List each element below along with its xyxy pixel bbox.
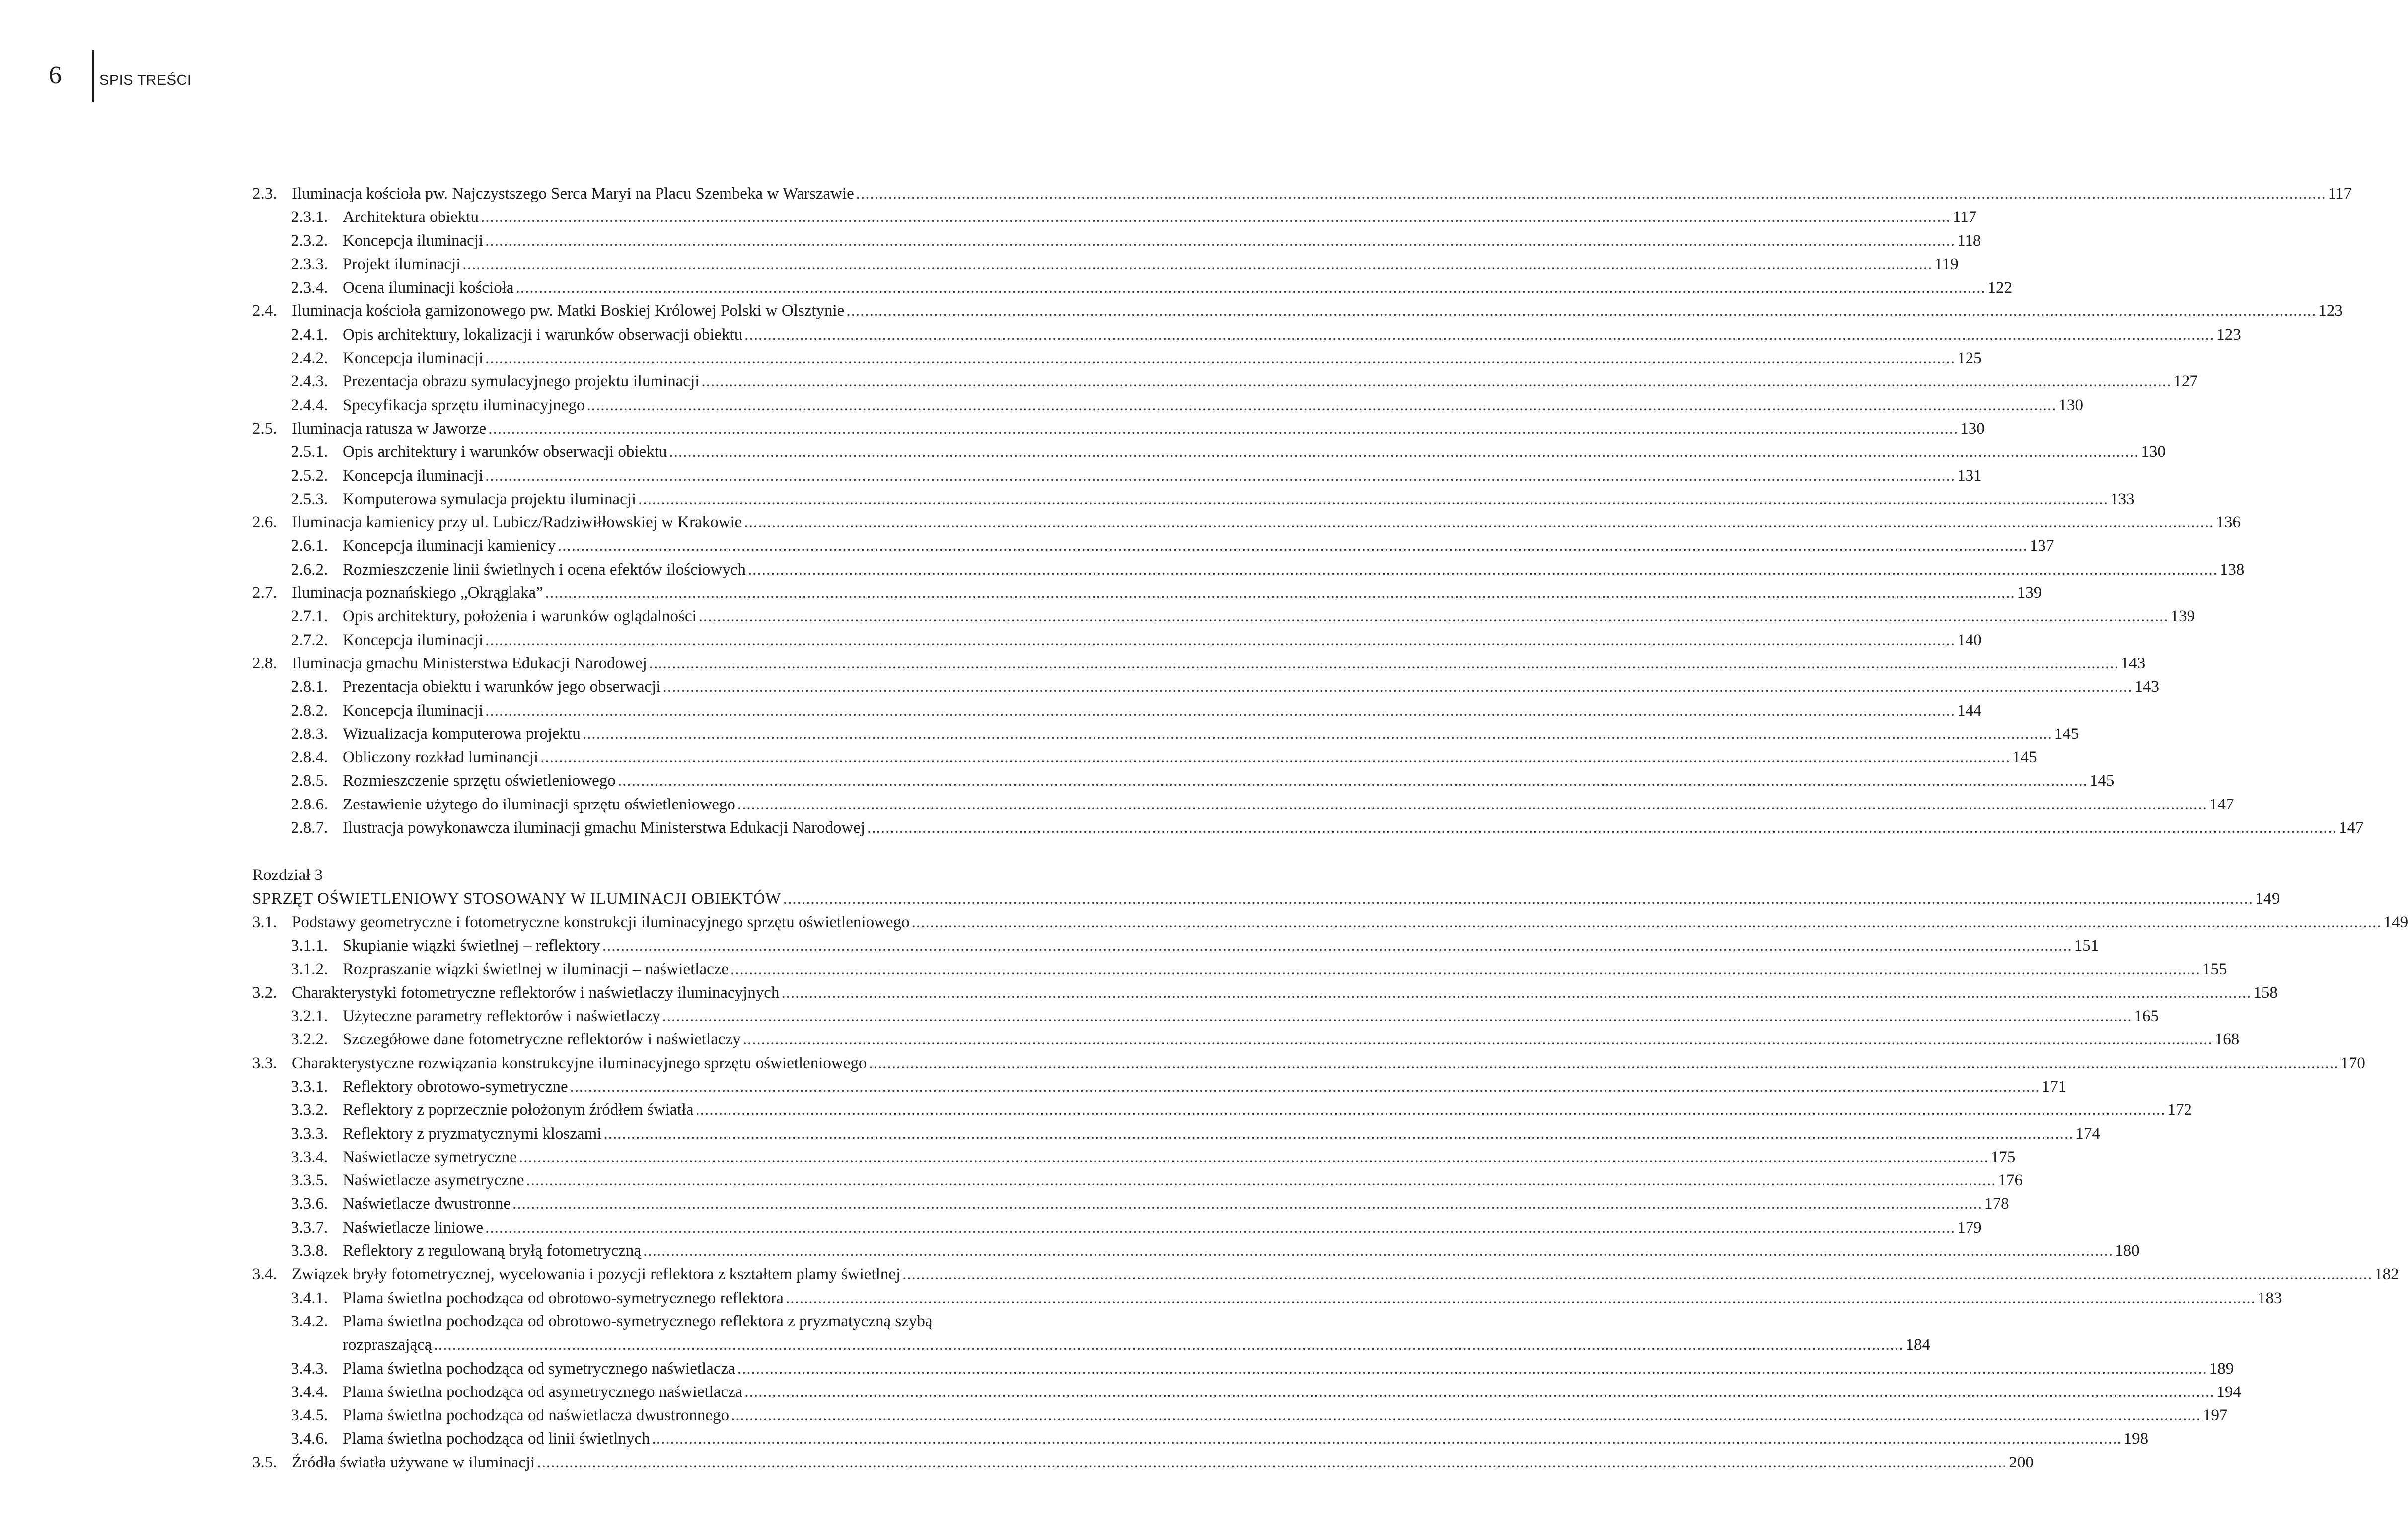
toc-entry-continuation[interactable] bbox=[0, 1334, 1931, 1357]
dot-leader bbox=[730, 958, 2200, 980]
toc-entry-number: 2.3.3. bbox=[291, 255, 328, 273]
toc-entry-title: Opis architektury i warunków obserwacji obiektu bbox=[343, 443, 667, 461]
toc-entry[interactable] bbox=[0, 394, 2083, 418]
toc-entry-title: Opis architektury, położenia i warunków oglądalności bbox=[343, 607, 697, 626]
toc-page-number: 145 bbox=[2054, 725, 2079, 743]
toc-entry-number: 3.4.4. bbox=[291, 1383, 328, 1401]
toc-page-number: 149 bbox=[2255, 889, 2281, 908]
dot-leader bbox=[481, 206, 1951, 228]
toc-entry-title: Prezentacja obrazu symulacyjnego projektu iluminacji bbox=[343, 372, 700, 391]
toc-page-number: 117 bbox=[2328, 185, 2352, 203]
toc-entry-number: 2.6.2. bbox=[291, 560, 328, 579]
toc-entry-title: Użyteczne parametry reflektorów i naświetlaczy bbox=[343, 1007, 660, 1025]
toc-entry[interactable] bbox=[0, 958, 2227, 982]
toc-entry[interactable] bbox=[0, 1170, 2023, 1193]
toc-page-number: 178 bbox=[1984, 1195, 2009, 1213]
toc-entry[interactable] bbox=[0, 1099, 2192, 1122]
dot-leader bbox=[558, 535, 2028, 557]
toc-entry[interactable] bbox=[0, 935, 2099, 958]
toc-entry[interactable] bbox=[0, 746, 2037, 770]
toc-page-number: 149 bbox=[2383, 913, 2408, 931]
toc-entry-number: 3.3. bbox=[252, 1054, 277, 1072]
toc-page-number: 138 bbox=[2219, 560, 2245, 579]
dot-leader bbox=[731, 1404, 2201, 1426]
dot-leader bbox=[912, 911, 2382, 933]
dot-leader bbox=[485, 629, 1955, 651]
toc-entry[interactable] bbox=[0, 1005, 2159, 1028]
toc-page-number: 171 bbox=[2042, 1077, 2067, 1096]
toc-page-number: 155 bbox=[2202, 960, 2227, 978]
header-divider bbox=[92, 50, 94, 102]
dot-leader bbox=[545, 582, 2015, 604]
toc-entry-number: 2.8.6. bbox=[291, 795, 328, 813]
toc-entry-title: Źródła światła używane w iluminacji bbox=[292, 1453, 535, 1471]
toc-entry-title: Plama świetlna pochodząca od naświetlacza dwustronnego bbox=[343, 1406, 729, 1425]
toc-entry-title: Iluminacja kamienicy przy ul. Lubicz/Radziwiłłowskiej w Krakowie bbox=[292, 513, 742, 532]
toc-page-number: 119 bbox=[1934, 255, 1959, 273]
toc-entry[interactable] bbox=[0, 723, 2079, 746]
toc-page-number: 123 bbox=[2216, 325, 2241, 344]
dot-leader bbox=[512, 1193, 1982, 1215]
toc-entry-number: 2.5. bbox=[252, 419, 277, 438]
chapter-gap bbox=[0, 840, 1101, 864]
toc-entry-number: 3.3.8. bbox=[291, 1242, 328, 1260]
toc-entry[interactable] bbox=[0, 465, 1982, 488]
toc-entry-title: Ilustracja powykonawcza iluminacji gmachu Ministerstwa Edukacji Narodowej bbox=[343, 819, 866, 837]
toc-entry-number: 2.4.4. bbox=[291, 396, 328, 414]
toc-entry[interactable] bbox=[0, 1028, 2240, 1052]
toc-entry[interactable] bbox=[0, 653, 2146, 676]
toc-entry[interactable] bbox=[0, 277, 2013, 300]
toc-entry-number: 2.8.2. bbox=[291, 701, 328, 720]
toc-entry[interactable] bbox=[0, 1452, 2034, 1475]
chapter-label: Rozdział 3 bbox=[252, 866, 323, 884]
toc-entry-title: Skupianie wiązki świetlnej – reflektory bbox=[343, 937, 600, 955]
toc-entry-title: Projekt iluminacji bbox=[343, 255, 461, 273]
toc-page-number: 198 bbox=[2123, 1430, 2149, 1448]
toc-page-number: 130 bbox=[1960, 419, 1985, 438]
toc-entry[interactable] bbox=[0, 817, 2364, 840]
toc-entry-number: 3.3.1. bbox=[291, 1077, 328, 1096]
toc-page-number: 165 bbox=[2134, 1007, 2159, 1025]
toc-entry-number: 3.5. bbox=[252, 1453, 277, 1471]
page-number: 6 bbox=[49, 61, 62, 89]
toc-entry-title: Zestawienie użytego do iluminacji sprzętu oświetleniowego bbox=[343, 795, 735, 813]
toc-entry-number: 3.1.2. bbox=[291, 960, 328, 978]
toc-entry[interactable] bbox=[0, 1146, 2016, 1170]
toc-page-number: 172 bbox=[2167, 1101, 2192, 1119]
dot-leader bbox=[583, 723, 2052, 745]
toc-entry[interactable] bbox=[0, 1404, 2228, 1428]
toc-entry-number: 2.8.5. bbox=[291, 772, 328, 790]
toc-entry-number: 2.3.4. bbox=[291, 279, 328, 297]
toc-page-number: 143 bbox=[2134, 678, 2160, 696]
toc-entry[interactable] bbox=[0, 1076, 2067, 1099]
toc-page-number: 136 bbox=[2216, 513, 2241, 532]
toc-page-number: 130 bbox=[2058, 396, 2083, 414]
dot-leader bbox=[696, 1099, 2166, 1121]
toc-entry[interactable] bbox=[0, 982, 2278, 1005]
dot-leader bbox=[488, 418, 1958, 439]
dot-leader bbox=[737, 1358, 2207, 1380]
toc-entry-title: Rozmieszczenie linii świetlnych i ocena efektów ilościowych bbox=[343, 560, 746, 579]
dot-leader bbox=[485, 347, 1955, 369]
toc-group-chapter-3a bbox=[0, 911, 2408, 1311]
toc-page-number: 197 bbox=[2202, 1406, 2228, 1425]
toc-entry-title: Plama świetlna pochodząca od obrotowo-symetrycznego reflektora z pryzmatyczną szybą bbox=[343, 1312, 933, 1330]
dot-leader bbox=[781, 982, 2251, 1004]
toc-entry[interactable] bbox=[0, 206, 1977, 229]
toc-page-number: 168 bbox=[2214, 1030, 2240, 1049]
dot-leader bbox=[434, 1334, 1904, 1356]
toc-entry[interactable] bbox=[0, 183, 2352, 206]
toc-entry-title: Reflektory z pryzmatycznymi kloszami bbox=[343, 1124, 602, 1143]
dot-leader bbox=[846, 300, 2316, 322]
toc-entry-number: 3.2. bbox=[252, 983, 277, 1002]
toc-page-number: 200 bbox=[2009, 1453, 2034, 1471]
toc-entry-title: Komputerowa symulacja projektu iluminacji bbox=[343, 490, 637, 508]
toc-page-number: 139 bbox=[2017, 584, 2042, 602]
toc-entry[interactable] bbox=[0, 1287, 2282, 1311]
toc-entry[interactable] bbox=[0, 1381, 2241, 1404]
toc-entry[interactable] bbox=[0, 324, 2241, 347]
toc-entry-title: Plama świetlna pochodząca od symetrycznego naświetlacza bbox=[343, 1359, 735, 1378]
toc-entry-title: Koncepcja iluminacji bbox=[343, 349, 484, 367]
toc-entry[interactable] bbox=[0, 230, 1981, 253]
toc-entry-title: Reflektory z regulowaną bryłą fotometryczną bbox=[343, 1242, 642, 1260]
toc-entry[interactable] bbox=[0, 629, 1982, 653]
toc-entry-number: 3.3.2. bbox=[291, 1101, 328, 1119]
toc-entry-title: Koncepcja iluminacji bbox=[343, 231, 484, 250]
dot-leader bbox=[856, 183, 2326, 205]
toc-entry-number: 3.1. bbox=[252, 913, 277, 931]
dot-leader bbox=[462, 253, 1932, 275]
toc-entry-title: Rozpraszanie wiązki świetlnej w iluminacji – naświetlacze bbox=[343, 960, 729, 978]
toc-entry-number: 3.3.4. bbox=[291, 1148, 328, 1166]
toc-entry[interactable] bbox=[0, 1217, 1982, 1240]
toc-entry[interactable] bbox=[0, 1311, 1101, 1334]
chapter-label-row bbox=[0, 864, 1101, 887]
dot-leader bbox=[570, 1076, 2040, 1097]
toc-page-number: 145 bbox=[2089, 772, 2115, 790]
dot-leader bbox=[603, 1123, 2073, 1145]
toc-page-number: 130 bbox=[2141, 443, 2166, 461]
toc-entry-title: Plama świetlna pochodząca od linii świetlnych bbox=[343, 1430, 650, 1448]
toc-entry-title: Charakterystyczne rozwiązania konstrukcyjne iluminacyjnego sprzętu oświetleniowego bbox=[292, 1054, 867, 1072]
toc-entry-number: 2.4.1. bbox=[291, 325, 328, 344]
toc-entry-title: Plama świetlna pochodząca od asymetrycznego naświetlacza bbox=[343, 1383, 743, 1401]
toc-entry[interactable] bbox=[0, 1358, 2234, 1381]
toc-entry-title: Podstawy geometryczne i fotometryczne konstrukcji iluminacyjnego sprzętu oświetleniowego bbox=[292, 913, 910, 931]
toc-page-number: 127 bbox=[2173, 372, 2198, 391]
toc-entry[interactable] bbox=[0, 605, 2195, 629]
toc-page-number: 174 bbox=[2075, 1124, 2100, 1143]
toc-entry-number: 3.2.1. bbox=[291, 1007, 328, 1025]
dot-leader bbox=[485, 1217, 1955, 1239]
toc-page-number: 117 bbox=[1953, 208, 1977, 226]
toc-entry-title: Iluminacja poznańskiego „Okrąglaka” bbox=[292, 584, 543, 602]
dot-leader bbox=[540, 746, 2010, 768]
dot-leader bbox=[743, 1028, 2213, 1050]
toc-entry[interactable] bbox=[0, 300, 2343, 323]
toc-page-number: 144 bbox=[1957, 701, 1982, 720]
toc-entry[interactable] bbox=[0, 559, 2245, 582]
dot-leader bbox=[602, 935, 2072, 956]
dot-leader bbox=[737, 794, 2207, 815]
toc-entry-title: Iluminacja kościoła garnizonowego pw. Matki Boskiej Królowej Polski w Olsztynie bbox=[292, 302, 845, 320]
toc-entry-number: 2.5.1. bbox=[291, 443, 328, 461]
toc-page-number: 183 bbox=[2257, 1289, 2282, 1307]
toc-entry-title: Szczegółowe dane fotometryczne reflektorów i naświetlaczy bbox=[343, 1030, 741, 1049]
dot-leader bbox=[516, 277, 1986, 298]
toc-entry[interactable] bbox=[0, 582, 2042, 605]
toc-entry-title: Wizualizacja komputerowa projektu bbox=[343, 725, 581, 743]
dot-leader bbox=[783, 888, 2253, 910]
toc-entry-number: 2.7.1. bbox=[291, 607, 328, 626]
toc-entry[interactable] bbox=[0, 700, 1982, 723]
toc-entry-title: Opis architektury, lokalizacji i warunków obserwacji obiektu bbox=[343, 325, 743, 344]
toc-page-number: 176 bbox=[1998, 1171, 2023, 1190]
toc-entry[interactable] bbox=[0, 911, 2408, 935]
toc-entry[interactable] bbox=[0, 1240, 2140, 1263]
toc-entry-number: 2.4.3. bbox=[291, 372, 328, 391]
toc-page-number: 123 bbox=[2318, 302, 2343, 320]
toc-entry[interactable] bbox=[0, 770, 2115, 793]
dot-leader bbox=[649, 653, 2119, 674]
toc-entry[interactable] bbox=[0, 794, 2234, 817]
toc-entry-title: Architektura obiektu bbox=[343, 208, 479, 226]
dot-leader bbox=[485, 700, 1955, 722]
toc-entry-number: 2.8.7. bbox=[291, 819, 328, 837]
toc-entry[interactable] bbox=[0, 1052, 2365, 1076]
toc-entry-title: Reflektory z poprzecznie położonym źródłem światła bbox=[343, 1101, 694, 1119]
toc-entry-number: 3.4.3. bbox=[291, 1359, 328, 1378]
toc-page-number: 125 bbox=[1957, 349, 1982, 367]
toc-entry-title: Koncepcja iluminacji bbox=[343, 631, 484, 649]
toc-entry[interactable] bbox=[0, 441, 2166, 464]
dot-leader bbox=[485, 230, 1955, 252]
toc-entry-title-continued: rozpraszającą bbox=[343, 1336, 432, 1354]
toc-entry-title: Prezentacja obiektu i warunków jego obserwacji bbox=[343, 678, 661, 696]
toc-entry-number: 2.3. bbox=[252, 185, 277, 203]
dot-leader bbox=[662, 1005, 2132, 1027]
toc-entry[interactable] bbox=[0, 1193, 2009, 1216]
toc-entry[interactable] bbox=[0, 1123, 2100, 1146]
toc-page-number: 118 bbox=[1957, 231, 1981, 250]
toc-entry-number: 3.3.7. bbox=[291, 1218, 328, 1237]
toc-entry-number: 2.5.3. bbox=[291, 490, 328, 508]
toc-entry-title: Rozmieszczenie sprzętu oświetleniowego bbox=[343, 772, 616, 790]
toc-entry-number: 2.6.1. bbox=[291, 537, 328, 555]
toc-entry-title: Naświetlacze liniowe bbox=[343, 1218, 484, 1237]
toc-entry-number: 2.5.2. bbox=[291, 466, 328, 485]
toc-entry-number: 2.8.4. bbox=[291, 748, 328, 767]
toc-page-number: 147 bbox=[2339, 819, 2364, 837]
toc-entry-number: 3.4.6. bbox=[291, 1430, 328, 1448]
toc-entry-title: Naświetlacze dwustronne bbox=[343, 1195, 511, 1213]
toc-entry-number: 2.6. bbox=[252, 513, 277, 532]
toc-page-number: 137 bbox=[2029, 537, 2054, 555]
toc-entry[interactable] bbox=[0, 370, 2198, 394]
dot-leader bbox=[652, 1428, 2122, 1450]
toc-page-number: 145 bbox=[2012, 748, 2037, 767]
toc-entry-number: 3.4.1. bbox=[291, 1289, 328, 1307]
toc-entry[interactable] bbox=[0, 418, 1985, 441]
toc-entry-title: Koncepcja iluminacji kamienicy bbox=[343, 537, 556, 555]
toc-entry-number: 2.8. bbox=[252, 654, 277, 672]
toc-entry-title: Koncepcja iluminacji bbox=[343, 701, 484, 720]
dot-leader bbox=[663, 676, 2133, 698]
toc-entry-title: Charakterystyki fotometryczne reflektorów i naświetlaczy iluminacyjnych bbox=[292, 983, 780, 1002]
toc-page-number: 182 bbox=[2374, 1265, 2399, 1284]
toc-entry[interactable] bbox=[0, 488, 2135, 512]
toc-page-number: 158 bbox=[2253, 983, 2278, 1002]
toc-entry[interactable] bbox=[0, 512, 2241, 535]
toc-entry-number: 3.4.5. bbox=[291, 1406, 328, 1425]
toc-entry-number: 2.3.2. bbox=[291, 231, 328, 250]
chapter-title: SPRZĘT OŚWIETLENIOWY STOSOWANY W ILUMINACJI OBIEKTÓW bbox=[252, 889, 781, 908]
toc-page-number: 131 bbox=[1957, 466, 1982, 485]
dot-leader bbox=[744, 324, 2214, 346]
toc-entry[interactable] bbox=[0, 888, 2281, 911]
toc-page-number: 122 bbox=[1987, 279, 2013, 297]
dot-leader bbox=[744, 1381, 2214, 1403]
dot-leader bbox=[748, 559, 2218, 581]
toc-entry-number: 3.1.1. bbox=[291, 937, 328, 955]
toc-page-number: 133 bbox=[2110, 490, 2135, 508]
dot-leader bbox=[519, 1146, 1989, 1168]
dot-leader bbox=[786, 1287, 2256, 1309]
toc-entry[interactable] bbox=[0, 347, 1982, 370]
toc-page-number: 147 bbox=[2209, 795, 2234, 813]
toc-entry-number: 2.8.1. bbox=[291, 678, 328, 696]
toc-entry-title: Obliczony rozkład luminancji bbox=[343, 748, 539, 767]
toc-entry-number: 2.7. bbox=[252, 584, 277, 602]
toc-entry[interactable] bbox=[0, 676, 2160, 699]
toc-entry-number: 2.4.2. bbox=[291, 349, 328, 367]
toc-page-number: 180 bbox=[2115, 1242, 2140, 1260]
toc-entry-number: 2.4. bbox=[252, 302, 277, 320]
toc-entry-number: 3.3.6. bbox=[291, 1195, 328, 1213]
toc-entry[interactable] bbox=[0, 1428, 2149, 1451]
toc-entry-title: Reflektory obrotowo-symetryczne bbox=[343, 1077, 568, 1096]
dot-leader bbox=[701, 370, 2171, 392]
toc-entry-title: Koncepcja iluminacji bbox=[343, 466, 484, 485]
toc-entry-title: Iluminacja gmachu Ministerstwa Edukacji Narodowej bbox=[292, 654, 647, 672]
toc-entry-title: Iluminacja kościoła pw. Najczystszego Serca Maryi na Placu Szembeka w Warszawie bbox=[292, 185, 854, 203]
table-of-contents bbox=[0, 183, 2408, 1475]
toc-entry-title: Plama świetlna pochodząca od obrotowo-symetrycznego reflektora bbox=[343, 1289, 784, 1307]
dot-leader bbox=[669, 441, 2139, 463]
toc-group-chapter-3b bbox=[0, 1358, 2241, 1475]
toc-entry-title: Związek bryły fotometrycznej, wycelowania i pozycji reflektora z kształtem plamy świetlnej bbox=[292, 1265, 901, 1284]
dot-leader bbox=[643, 1240, 2113, 1262]
dot-leader bbox=[485, 465, 1955, 487]
dot-leader bbox=[526, 1170, 1996, 1191]
dot-leader bbox=[744, 512, 2214, 533]
toc-page-number: 143 bbox=[2120, 654, 2146, 672]
toc-entry-title: Naświetlacze symetryczne bbox=[343, 1148, 517, 1166]
dot-leader bbox=[537, 1452, 2007, 1473]
toc-entry-number: 3.4. bbox=[252, 1265, 277, 1284]
toc-entry-number: 3.4.2. bbox=[291, 1312, 328, 1330]
dot-leader bbox=[869, 1052, 2338, 1074]
dot-leader bbox=[699, 605, 2169, 627]
toc-entry-title: Ocena iluminacji kościoła bbox=[343, 279, 514, 297]
page-header bbox=[0, 0, 1101, 129]
toc-page-number: 140 bbox=[1957, 631, 1982, 649]
dot-leader bbox=[638, 488, 2108, 510]
toc-page-number: 175 bbox=[1990, 1148, 2016, 1166]
toc-entry-title: Specyfikacja sprzętu iluminacyjnego bbox=[343, 396, 585, 414]
toc-entry-number: 3.2.2. bbox=[291, 1030, 328, 1049]
toc-page-number: 189 bbox=[2209, 1359, 2234, 1378]
dot-leader bbox=[902, 1263, 2372, 1285]
section-title: SPIS TREŚCI bbox=[99, 73, 192, 88]
toc-entry-number: 2.7.2. bbox=[291, 631, 328, 649]
toc-entry-number: 2.8.3. bbox=[291, 725, 328, 743]
toc-entry-number: 3.3.3. bbox=[291, 1124, 328, 1143]
toc-page-number: 194 bbox=[2216, 1383, 2241, 1401]
toc-page-number: 184 bbox=[1905, 1336, 1931, 1354]
toc-page-number: 151 bbox=[2074, 937, 2099, 955]
dot-leader bbox=[618, 770, 2088, 792]
toc-group-chapter-2 bbox=[0, 183, 2364, 840]
toc-entry-title: Iluminacja ratusza w Jaworze bbox=[292, 419, 487, 438]
toc-entry[interactable] bbox=[0, 535, 2054, 558]
toc-entry[interactable] bbox=[0, 1263, 2399, 1287]
toc-page-number: 179 bbox=[1957, 1218, 1982, 1237]
dot-leader bbox=[587, 394, 2057, 416]
toc-page-number: 170 bbox=[2340, 1054, 2365, 1072]
dot-leader bbox=[867, 817, 2337, 839]
toc-entry-number: 3.3.5. bbox=[291, 1171, 328, 1190]
toc-entry[interactable] bbox=[0, 253, 1959, 277]
toc-entry-title: Naświetlacze asymetryczne bbox=[343, 1171, 524, 1190]
toc-entry-number: 2.3.1. bbox=[291, 208, 328, 226]
toc-page-number: 139 bbox=[2170, 607, 2195, 626]
